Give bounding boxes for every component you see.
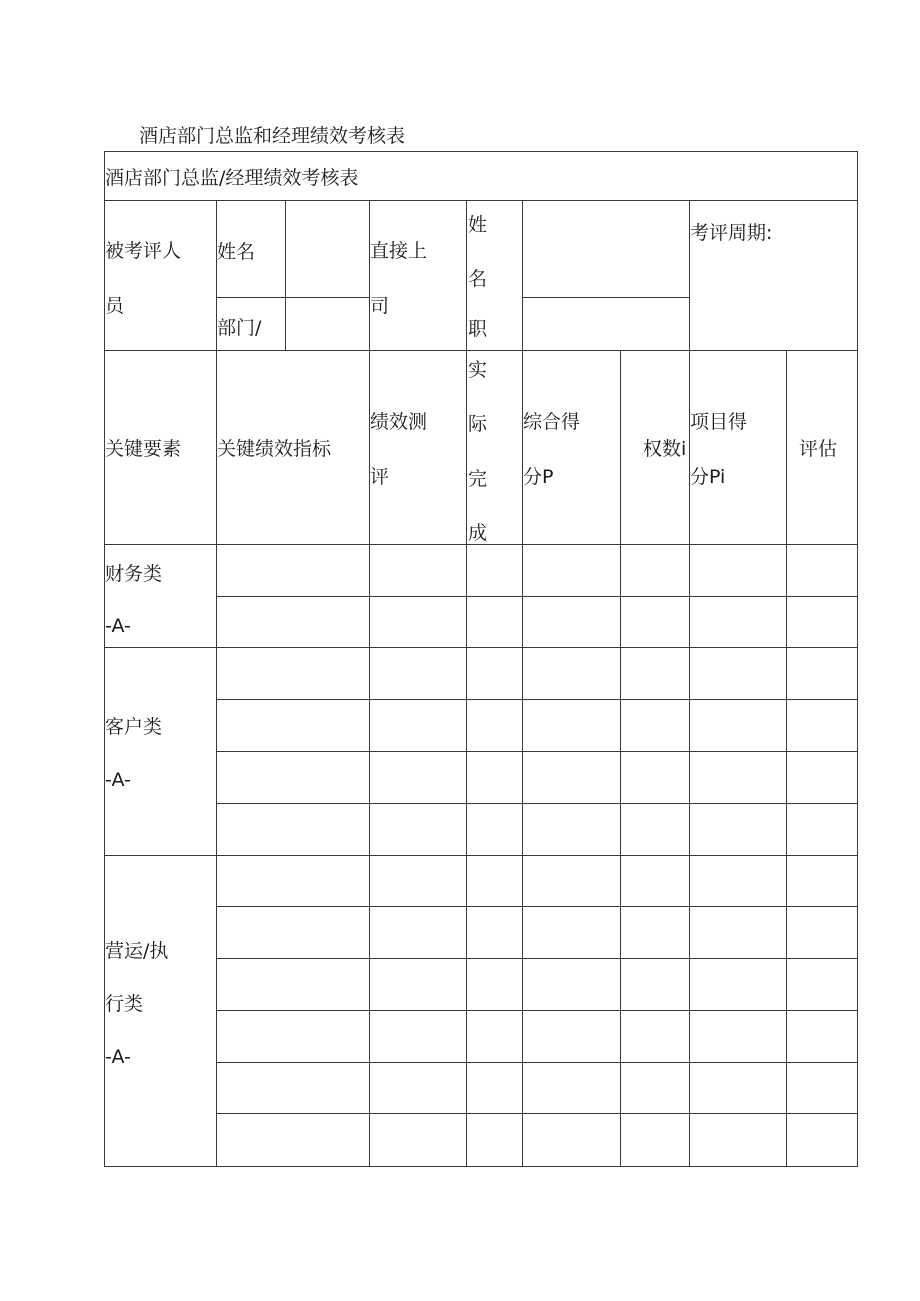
supervisor-name-label: 姓	[468, 214, 488, 236]
table-rule	[216, 1062, 858, 1063]
table-rule	[104, 200, 858, 201]
table-rule	[216, 1010, 858, 1011]
column-actual-cont: 完	[468, 468, 488, 490]
column-measure: 绩效测	[370, 411, 428, 433]
department-label: 部门/	[217, 317, 262, 339]
table-rule	[216, 958, 858, 959]
appraisee-label: 被考评人	[105, 240, 182, 262]
table-rule	[216, 1113, 858, 1114]
table-rule	[216, 906, 858, 907]
form-header: 酒店部门总监/经理绩效考核表	[105, 167, 359, 189]
table-border-right	[857, 151, 858, 1167]
category-finance: 财务类	[105, 563, 163, 585]
table-border-top	[104, 151, 858, 152]
column-item-score: 项目得	[690, 411, 748, 433]
table-rule-vertical	[285, 200, 286, 351]
name-label: 姓名	[217, 241, 256, 263]
category-customer-code: -A-	[105, 769, 131, 791]
column-evaluation: 评估	[799, 438, 838, 460]
table-border-bottom	[104, 1166, 858, 1167]
column-weight: 权数i	[643, 438, 687, 460]
column-key-element: 关键要素	[105, 438, 182, 460]
supervisor-title-label: 职	[468, 318, 488, 340]
appraisee-label-cont: 员	[105, 295, 125, 317]
supervisor-label: 直接上	[370, 240, 428, 262]
table-rule-vertical	[620, 350, 621, 1167]
column-item-score-cont: 分Pi	[690, 466, 726, 488]
column-kpi: 关键绩效指标	[217, 438, 332, 460]
table-rule	[216, 751, 858, 752]
table-rule-vertical	[689, 200, 690, 1167]
table-rule-vertical	[369, 200, 370, 1167]
table-rule	[216, 297, 369, 298]
column-overall-score: 综合得	[523, 411, 581, 433]
table-rule-vertical	[786, 350, 787, 1167]
category-operations: 营运/执	[105, 940, 169, 962]
table-rule	[104, 855, 858, 856]
document-title: 酒店部门总监和经理绩效考核表	[139, 125, 406, 147]
supervisor-label-cont: 司	[370, 295, 390, 317]
table-rule-vertical	[466, 200, 467, 1167]
table-rule-vertical	[216, 200, 217, 1167]
column-overall-score-cont: 分P	[523, 466, 554, 488]
table-rule	[104, 647, 858, 648]
column-actual: 实	[468, 359, 488, 381]
category-operations-cont: 行类	[105, 993, 144, 1015]
table-rule-vertical	[522, 200, 523, 1167]
column-actual-cont: 际	[468, 413, 488, 435]
table-rule	[216, 596, 858, 597]
appraisal-period-label: 考评周期:	[690, 222, 773, 244]
table-rule	[216, 803, 858, 804]
table-rule	[522, 297, 689, 298]
supervisor-name-label-cont: 名	[468, 268, 488, 290]
column-measure-cont: 评	[370, 466, 390, 488]
category-customer: 客户类	[105, 716, 163, 738]
column-actual-cont: 成	[468, 522, 488, 544]
table-rule	[104, 350, 858, 351]
category-finance-code: -A-	[105, 615, 131, 637]
table-rule	[216, 699, 858, 700]
category-operations-code: -A-	[105, 1046, 131, 1068]
